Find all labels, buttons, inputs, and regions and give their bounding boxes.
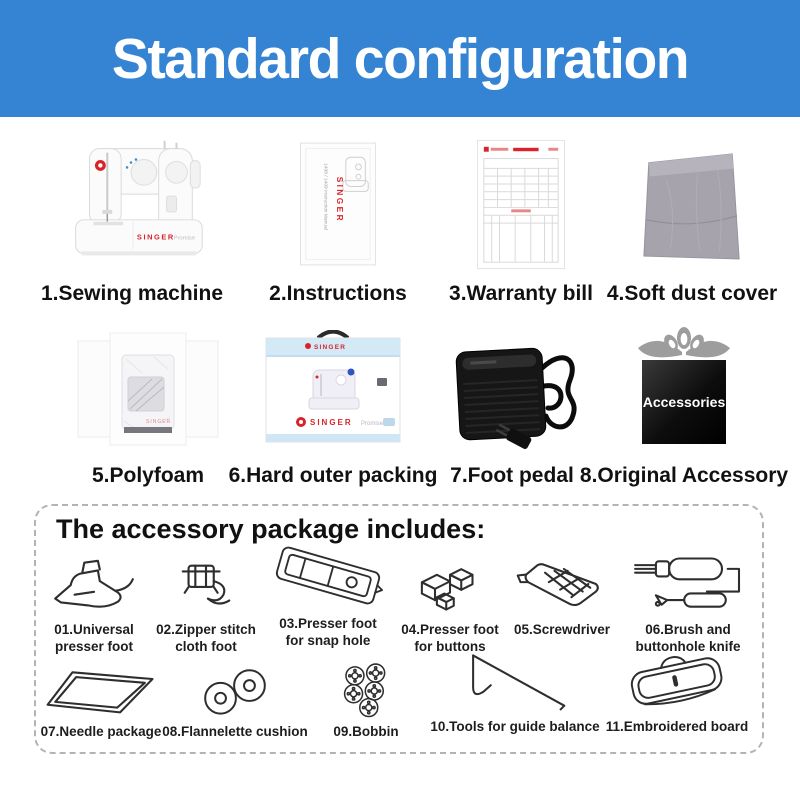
- product-item-instructions: [252, 130, 424, 306]
- accessory-label-3: 03.Presser foot for snap hole: [279, 616, 377, 649]
- product-item-foot-pedal: [424, 318, 600, 488]
- accessory-item-7: [38, 666, 164, 740]
- bobbin-icon: [334, 666, 398, 720]
- accessory-item-10: [420, 661, 610, 735]
- presser-foot-icon: [46, 552, 142, 618]
- polyfoam-image: [76, 318, 220, 460]
- instruction-manual-image: [299, 130, 377, 278]
- accessory-item-4: [394, 552, 506, 656]
- item-caption-2: 2.Instructions: [269, 282, 407, 305]
- accessory-label-2: 02.Zipper stitch cloth foot: [156, 622, 256, 655]
- accessory-label-1: 01.Universal presser foot: [54, 622, 134, 655]
- needle-package-icon: [40, 666, 162, 720]
- accessory-label-5: 05.Screwdriver: [513, 622, 611, 637]
- cushion-icon: [188, 666, 282, 720]
- dust-cover-image: [637, 130, 747, 278]
- accessory-item-6: [618, 552, 758, 656]
- foot-pedal-image: [442, 318, 582, 460]
- screwdriver-icon: [513, 552, 611, 618]
- accessory-item-5: [506, 552, 618, 638]
- accessory-item-11: [602, 661, 752, 735]
- accessory-item-8: [164, 666, 306, 740]
- accessory-label-6: 06.Brush and buttonhole knife: [635, 622, 741, 655]
- header-banner: [0, 0, 800, 117]
- product-item-outer-box: [228, 318, 438, 488]
- warranty-bill-image: [476, 130, 566, 278]
- accessory-label-4: 04.Presser foot for buttons: [401, 622, 499, 655]
- box-brand-text: SINGER: [310, 418, 353, 427]
- accessory-panel-heading: The accessory package includes:: [56, 514, 486, 544]
- outer-box-image: [263, 318, 403, 460]
- item-caption-8: 8.Original Accessory: [579, 464, 789, 487]
- accessory-item-9: [316, 666, 416, 740]
- product-item-dust-cover: [608, 130, 776, 306]
- accessory-label-10: 10.Tools for guide balance: [430, 719, 600, 734]
- item-caption-3: 3.Warranty bill: [449, 282, 593, 305]
- polyfoam-brand-text: SINGER: [146, 419, 172, 425]
- accessory-label-7: 07.Needle package: [40, 724, 162, 739]
- accessory-item-1: [38, 552, 150, 656]
- machine-series-text: Promise: [173, 235, 196, 242]
- embroidery-board-icon: [614, 661, 740, 715]
- accessory-panel: [34, 504, 764, 754]
- manual-title-text: 1408 / 1409 Instruction Manual: [322, 163, 328, 230]
- accessory-label-9: 09.Bobbin: [333, 724, 399, 739]
- zipper-foot-icon: [158, 552, 254, 618]
- item-caption-4: 4.Soft dust cover: [606, 282, 778, 305]
- product-item-warranty-bill: [432, 130, 610, 306]
- manual-brand-text: SINGER: [335, 176, 345, 224]
- accessory-giftbox-image: [624, 318, 744, 460]
- box-series-text: Promise: [361, 421, 384, 427]
- brush-knife-icon: [629, 552, 747, 618]
- accessory-item-2: [150, 552, 262, 656]
- giftbox-label-text: Accessories: [642, 394, 726, 410]
- accessory-label-11: 11.Embroidered board: [605, 719, 749, 734]
- sewing-machine-image: [48, 130, 216, 278]
- machine-brand-text: SINGER: [136, 232, 175, 242]
- product-item-sewing-machine: [28, 130, 236, 306]
- item-caption-7: 7.Foot pedal: [450, 464, 574, 487]
- product-item-accessory-giftbox: [579, 318, 789, 488]
- page-title: Standard configuration: [111, 26, 689, 91]
- button-foot-icon: [405, 552, 495, 618]
- box-top-brand-text: SINGER: [314, 344, 347, 351]
- guide-tool-icon: [445, 661, 585, 715]
- item-caption-6: 6.Hard outer packing: [228, 464, 438, 487]
- item-caption-1: 1.Sewing machine: [40, 282, 224, 305]
- item-caption-5: 5.Polyfoam: [91, 464, 205, 487]
- buttonhole-foot-icon: [264, 546, 392, 612]
- product-item-polyfoam: [52, 318, 244, 488]
- accessory-item-3: [262, 546, 394, 650]
- accessory-label-8: 08.Flannelette cushion: [162, 724, 308, 739]
